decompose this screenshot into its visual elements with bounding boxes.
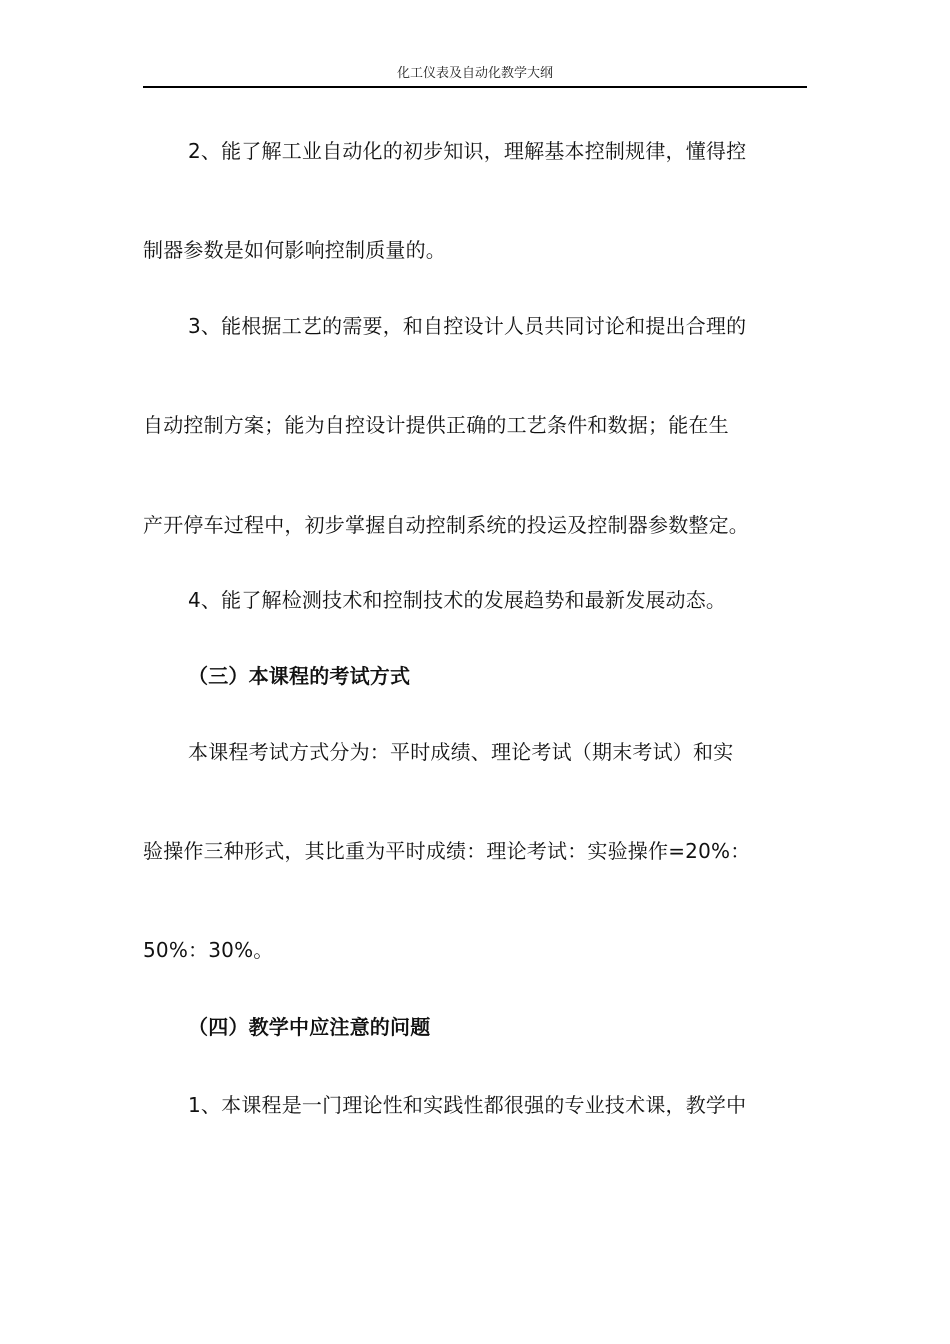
paragraph-line: 产开停车过程中，初步掌握自动控制系统的投运及控制器参数整定。	[143, 513, 749, 537]
paragraph-line: 验操作三种形式，其比重为平时成绩：理论考试：实验操作=20%：	[143, 839, 751, 863]
section-heading: （四）教学中应注意的问题	[188, 1015, 431, 1039]
paragraph-line: 1、本课程是一门理论性和实践性都很强的专业技术课，教学中	[188, 1093, 747, 1117]
paragraph-line: 自动控制方案；能为自控设计提供正确的工艺条件和数据；能在生	[143, 413, 729, 437]
paragraph-line: 制器参数是如何影响控制质量的。	[143, 238, 446, 262]
paragraph-line: 3、能根据工艺的需要，和自控设计人员共同讨论和提出合理的	[188, 314, 747, 338]
paragraph-line: 本课程考试方式分为：平时成绩、理论考试（期末考试）和实	[188, 740, 734, 764]
section-heading: （三）本课程的考试方式	[188, 664, 411, 688]
page-header: 化工仪表及自动化教学大纲	[143, 64, 807, 88]
paragraph-line: 4、能了解检测技术和控制技术的发展趋势和最新发展动态。	[188, 588, 727, 612]
paragraph-line: 2、能了解工业自动化的初步知识，理解基本控制规律，懂得控	[188, 139, 747, 163]
paragraph-line: 50%：30%。	[143, 938, 274, 962]
